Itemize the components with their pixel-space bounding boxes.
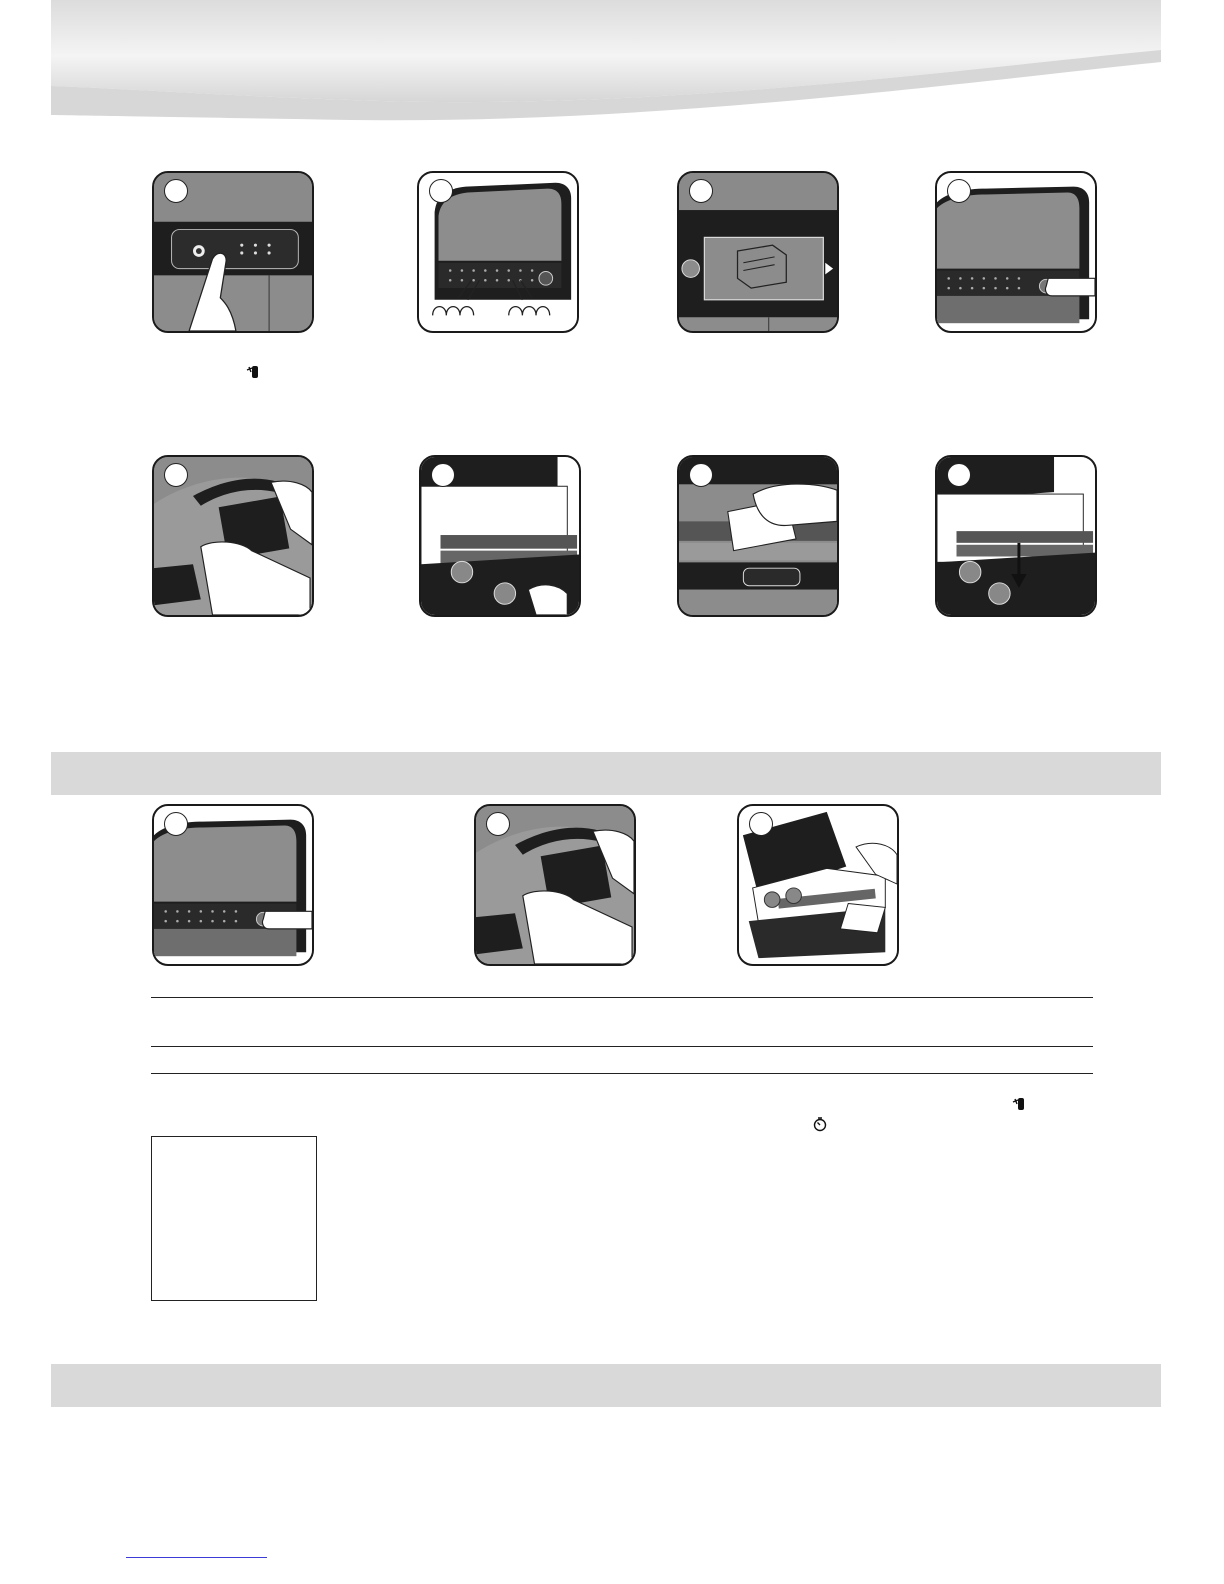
step-panel-wipe xyxy=(677,455,839,617)
step-number-badge xyxy=(947,463,971,487)
step-number-badge xyxy=(689,179,713,203)
step-panel-rollers xyxy=(419,455,581,617)
cleaning-sheet-icon xyxy=(246,364,260,380)
step-panel-open-lid xyxy=(152,455,314,617)
step-number-badge xyxy=(164,812,188,836)
step-panel-display xyxy=(677,171,839,333)
section-header-band xyxy=(51,1364,1161,1407)
step-panel-release-button-2 xyxy=(152,804,314,966)
timer-icon xyxy=(813,1116,827,1132)
table-rule-middle xyxy=(151,1046,1093,1047)
header-wave-graphic xyxy=(51,0,1161,122)
step-panel-open-lid-2 xyxy=(474,804,636,966)
step-number-badge xyxy=(431,463,455,487)
cleaning-sheet-icon xyxy=(1012,1096,1026,1112)
step-number-badge xyxy=(749,812,773,836)
step-panel-reinsert xyxy=(935,455,1097,617)
section-header-band xyxy=(51,752,1161,795)
table-rule-top xyxy=(151,997,1093,998)
hyperlink-underline[interactable] xyxy=(126,1557,267,1558)
step-number-badge xyxy=(164,463,188,487)
note-box xyxy=(151,1136,317,1301)
step-panel-remove-jam xyxy=(737,804,899,966)
step-number-badge xyxy=(486,812,510,836)
step-number-badge xyxy=(947,179,971,203)
step-number-badge xyxy=(164,179,188,203)
step-number-badge xyxy=(429,179,453,203)
step-panel-control-press xyxy=(152,171,314,333)
step-panel-cooling xyxy=(417,171,579,333)
step-panel-release-button xyxy=(935,171,1097,333)
step-number-badge xyxy=(689,463,713,487)
table-rule-bottom xyxy=(151,1073,1093,1074)
